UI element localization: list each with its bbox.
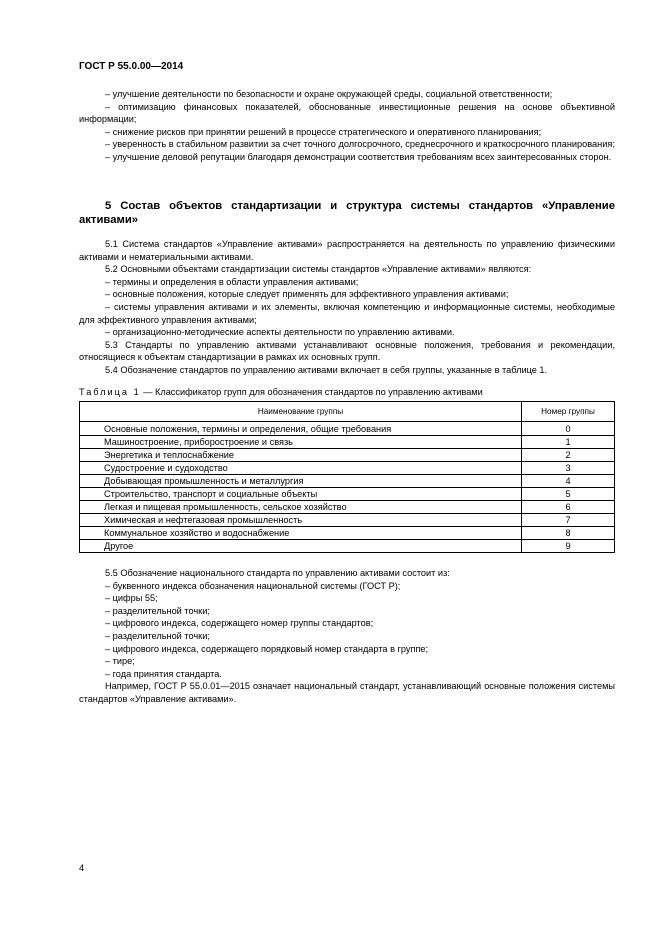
section-heading: [79, 200, 615, 227]
table-row: [80, 422, 615, 436]
group-name: Машиностроение, приборостроение и связь: [80, 436, 522, 449]
table-row: [80, 436, 615, 449]
group-name: Добывающая промышленность и металлургия: [80, 475, 522, 488]
list-item: – разделительной точки;: [105, 630, 210, 641]
section-body: [79, 238, 615, 377]
paragraph: 5.1 Система стандартов «Управление активами» распространяется на деятельность по управлению физическими активами и нематериальными активами.: [79, 239, 615, 262]
group-number: 9: [522, 540, 615, 553]
list-item: – тире;: [105, 656, 135, 667]
document-header: ГОСТ Р 55.0.00—2014: [79, 61, 184, 72]
group-name: Основные положения, термины и определения, общие требования: [80, 422, 522, 436]
group-name: Химическая и нефтегазовая промышленность: [80, 514, 522, 527]
designation-section: [79, 567, 615, 706]
group-number: 8: [522, 527, 615, 540]
table-row: [80, 475, 615, 488]
group-number: 1: [522, 436, 615, 449]
group-name: Энергетика и теплоснабжение: [80, 449, 522, 462]
list-item: – улучшение деятельности по безопасности и охране окружающей среды, социальной ответственности;: [105, 89, 553, 99]
column-header-name: Наименование группы: [80, 402, 522, 422]
group-number: 7: [522, 514, 615, 527]
table-row: [80, 514, 615, 527]
list-item: – буквенного индекса обозначения национальной системы (ГОСТ Р);: [105, 580, 401, 591]
table-row: [80, 462, 615, 475]
table-caption: [79, 387, 483, 397]
group-number: 2: [522, 449, 615, 462]
group-name: Судостроение и судоходство: [80, 462, 522, 475]
table-caption-text: — Классификатор групп для обозначения стандартов по управлению активами: [140, 387, 483, 397]
table-header-row: [80, 402, 615, 422]
column-header-number: Номер группы: [522, 402, 615, 422]
group-name: Легкая и пищевая промышленность, сельское хозяйство: [80, 501, 522, 514]
table-caption-label: Таблица 1: [79, 387, 141, 397]
section-title: Состав объектов стандартизации и структура системы стандартов «Управление активами»: [79, 200, 616, 226]
group-number: 3: [522, 462, 615, 475]
table-row: [80, 501, 615, 514]
paragraph: 5.3 Стандарты по управлению активами устанавливают основные положения, требования и рекомендации, относящиеся к объектам стандартизации в рамках их основных групп.: [79, 339, 615, 363]
group-name: Строительство, транспорт и социальные объекты: [80, 488, 522, 501]
section-number: 5: [105, 200, 112, 212]
paragraph: 5.4 Обозначение стандартов по управлению активами включает в себя группы, указанные в таблице 1.: [105, 364, 548, 375]
page-number: 4: [79, 863, 85, 873]
list-item: – термины и определения в области управления активами;: [105, 276, 359, 287]
table-row: [80, 449, 615, 462]
list-item: – системы управления активами и их элементы, включая компетенцию и информационные системы, необходимые для эффективного управления активами;: [79, 301, 615, 325]
table-row: [80, 488, 615, 501]
list-item: – цифрового индекса, содержащего номер группы стандартов;: [105, 618, 374, 629]
list-item: – улучшение деловой репутации благодаря демонстрации соответствия требованиям всех заинтересованных сторон.: [105, 151, 612, 162]
list-item: – организационно-методические аспекты деятельности по управлению активами.: [105, 327, 455, 338]
list-item: – основные положения, которые следует применять для эффективного управления активами;: [105, 289, 509, 300]
intro-list: [79, 88, 615, 164]
classifier-table: [79, 401, 615, 553]
list-item: – снижение рисков при принятии решений в процессе стратегического и оперативного планирования;: [105, 126, 542, 137]
list-item: – цифры 55;: [105, 593, 158, 604]
group-number: 6: [522, 501, 615, 514]
group-name: Другое: [80, 540, 522, 553]
paragraph: 5.2 Основными объектами стандартизации системы стандартов «Управление активами» являются:: [105, 264, 532, 275]
table-row: [80, 527, 615, 540]
group-number: 5: [522, 488, 615, 501]
group-number: 4: [522, 475, 615, 488]
paragraph: Например, ГОСТ Р 55.0.01—2015 означает национальный стандарт, устанавливающий основные положения системы стандартов «Управление активами».: [79, 681, 615, 704]
list-item: – года принятия стандарта.: [105, 668, 222, 679]
paragraph: 5.5 Обозначение национального стандарта по управлению активами состоит из:: [105, 568, 450, 578]
list-item: – цифрового индекса, содержащего порядковый номер стандарта в группе;: [105, 643, 429, 654]
group-number: 0: [522, 422, 615, 436]
list-item: – разделительной точки;: [105, 605, 210, 616]
group-name: Коммунальное хозяйство и водоснабжение: [80, 527, 522, 540]
list-item: – уверенность в стабильном развитии за счет точного долгосрочного, среднесрочного и краткосрочного планирования;: [105, 139, 615, 150]
list-item: – оптимизацию финансовых показателей, обоснованные инвестиционные решения на основе объективной информации;: [79, 101, 615, 125]
table-row: [80, 540, 615, 553]
